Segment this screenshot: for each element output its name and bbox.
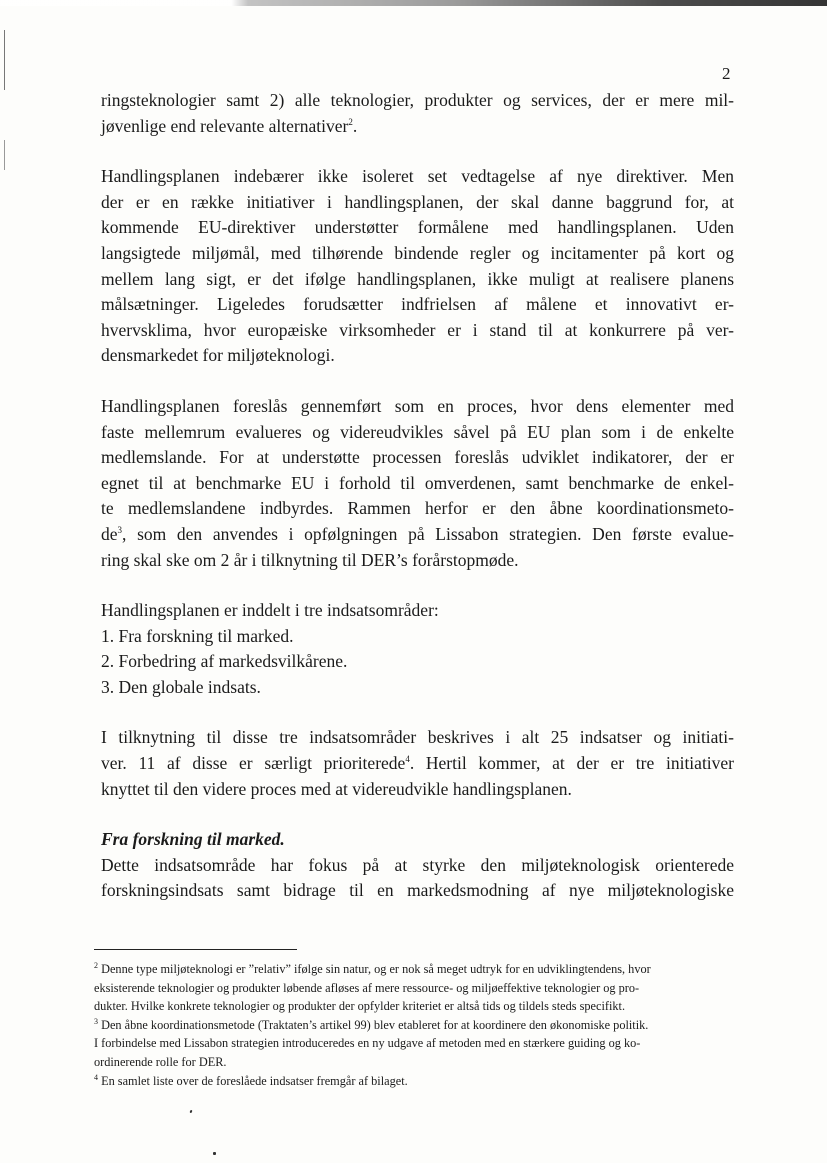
paragraph-priorities: [101, 725, 734, 802]
paragraph-3: [101, 394, 734, 573]
footnote-ref: 3: [117, 525, 123, 536]
text-line: hvervsklima, hvor europæiske virksomheder er i stand til at konkurrere på ver-: [101, 319, 734, 340]
areas-list: [101, 598, 734, 700]
paragraph-2: [101, 164, 734, 369]
body-text: [101, 88, 734, 904]
text-line: medlemslande. For at understøtte processen foreslås udviklet indikatorer, der er: [101, 447, 734, 468]
footnote: $^2$ Denne type miljøteknologi er ”relativ” ifølge sin natur, og er nok så meget udtryk for en udviklingtendens, hvor eksisterende teknologier og produkter løbende afløses af mere ressource- og miljøeffektive teknologier og pro- dukter. Hvilke konkrete teknologier og produkter der opfylder kriteriet er altså tids og tildels steds specifikt.: [94, 960, 651, 1014]
text-line: ver. 11 af disse er særligt prioriterede$^4$. Hertil kommer, at der er tre initiativer: [101, 753, 735, 774]
section-heading: Fra forskning til marked.: [101, 829, 285, 850]
footnotes: [94, 960, 734, 1090]
footnote-number: 2: [94, 960, 98, 970]
footnote: $^3$ Den åbne koordinationsmetode (Traktaten’s artikel 99) blev etableret for at koordinere den økonomiske politik. I forbindelse med Lissabon strategien introduceredes en ny udgave af metoden med en stærkere guiding og ko- ordinerende rolle for DER.: [94, 1016, 649, 1069]
footnote-number: 4: [94, 1072, 98, 1082]
text-line: langsigtede miljømål, med tilhørende bindende regler og incitamenter på kort og: [101, 242, 734, 263]
footnote: $^4$ En samlet liste over de foreslåede indsatser fremgår af bilaget.: [94, 1072, 408, 1088]
text-line: ringsteknologier samt 2) alle teknologier, produkter og services, der er mere mil-: [101, 90, 734, 110]
text-line: te medlemslandene indbyrdes. Rammen herfor er den åbne koordinationsmeto-: [101, 498, 734, 519]
text-line: mellem lang sigt, er det ifølge handlingsplanen, ikke muligt at realisere planens: [101, 268, 734, 289]
text-line: målsætninger. Ligeledes forudsætter indfrielsen af målene et innovativt er-: [101, 294, 734, 315]
scan-speck: [213, 1152, 216, 1155]
footnote-separator: [94, 949, 297, 950]
text-line: forskningsindsats samt bidrage til en markedsmodning af nye miljøteknologiske: [101, 880, 734, 901]
text-line: knyttet til den videre proces med at videreudvikle handlingsplanen.: [101, 778, 572, 799]
scan-left-edge: [4, 30, 5, 90]
scan-left-edge-mark: [4, 140, 5, 170]
list-item: 3. Den globale indsats.: [101, 676, 261, 697]
text-line: densmarkedet for miljøteknologi.: [101, 345, 335, 366]
section-research: [101, 827, 734, 904]
text-line: egnet til at benchmarke EU i forhold til omverdenen, samt benchmarke de enkel-: [101, 472, 734, 493]
list-item: 1. Fra forskning til marked.: [101, 625, 294, 646]
text-line: jøvenlige end relevante alternativer$^2$.: [101, 115, 358, 136]
list-item: 2. Forbedring af markedsvilkårene.: [101, 651, 348, 672]
paragraph-1: [101, 88, 734, 139]
text-line: Handlingsplanen foreslås gennemført som en proces, hvor dens elementer med: [101, 395, 734, 416]
text-line: Dette indsatsområde har fokus på at styrke den miljøteknologisk orienterede: [101, 854, 734, 875]
footnote-ref: 2: [348, 116, 353, 127]
footnote-ref: 4: [405, 754, 410, 765]
scan-top-edge: [0, 0, 827, 6]
scan-speck: [189, 1110, 192, 1114]
page-number: 2: [722, 64, 731, 83]
text-line: der er en række initiativer i handlingsplanen, der skal danne baggrund for, at: [101, 191, 734, 212]
footnote-number: 3: [94, 1016, 98, 1026]
text-line: Handlingsplanen indebærer ikke isoleret set vedtagelse af nye direktiver. Men: [101, 166, 734, 187]
text-line: faste mellemrum evalueres og videreudvikles såvel på EU plan som i de enkelte: [101, 421, 734, 442]
text-line: I tilknytning til disse tre indsatsområder beskrives i alt 25 indsatser og initiati-: [101, 727, 734, 748]
text-line: kommende EU-direktiver understøtter formålene med handlingsplanen. Uden: [101, 217, 734, 238]
list-intro: Handlingsplanen er inddelt i tre indsatsområder:: [101, 600, 439, 621]
text-line: $de^3$, som den anvendes i opfølgningen på Lissabon strategien. Den første evalue-: [101, 523, 734, 544]
text-line: ring skal ske om 2 år i tilknytning til DER’s forårstopmøde.: [101, 549, 519, 570]
